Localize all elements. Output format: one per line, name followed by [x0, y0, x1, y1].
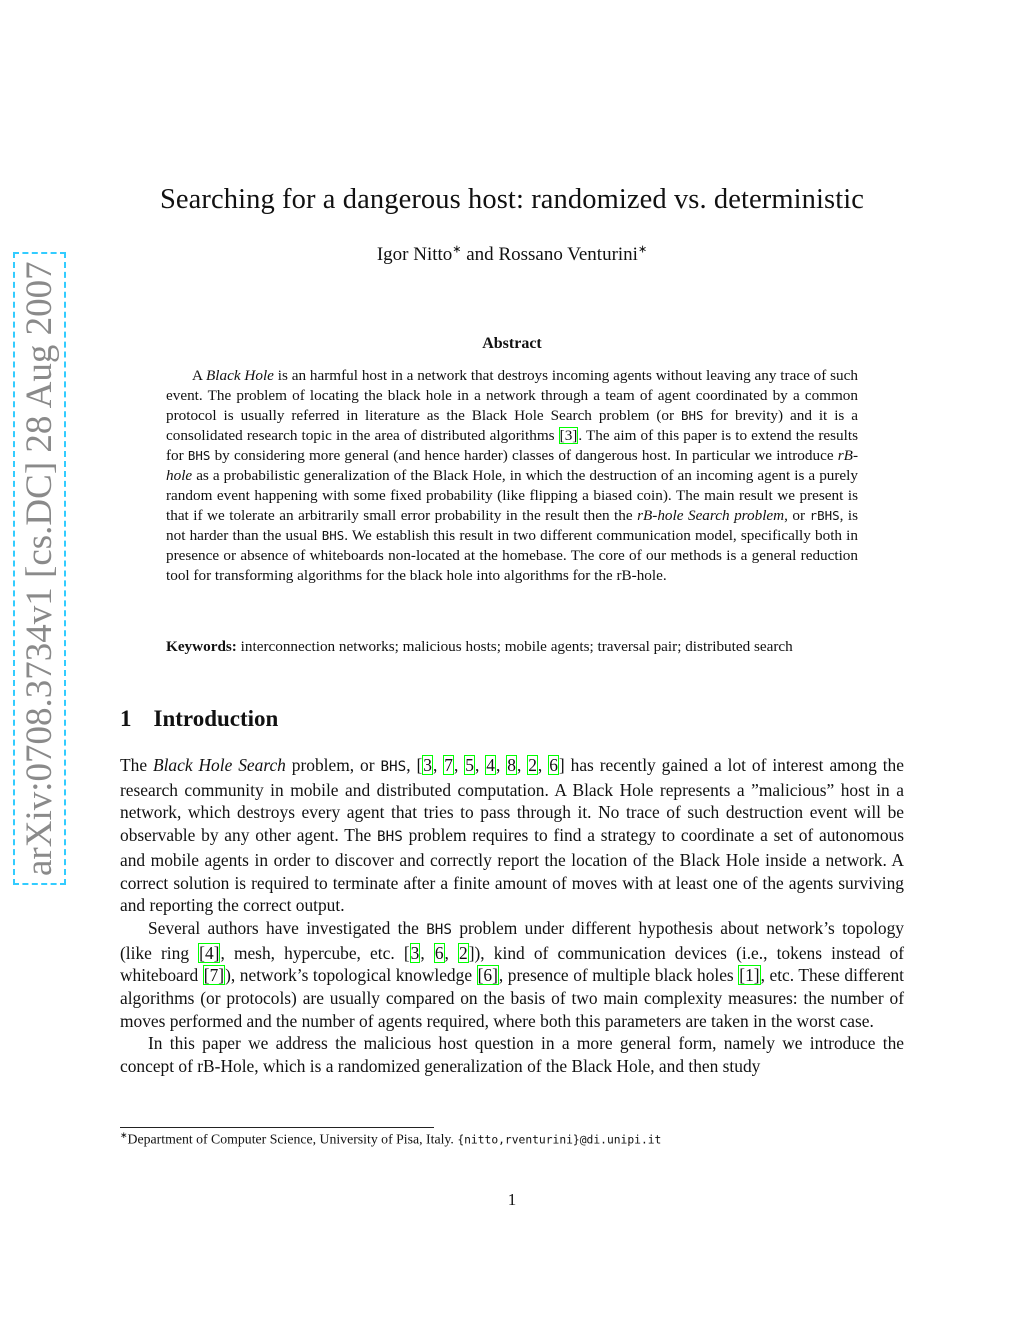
bracket: [	[403, 942, 410, 963]
body-text-run: problem under different hypothesis about network’s topology (like ring	[120, 917, 904, 963]
footnote-mark: ∗	[452, 243, 462, 256]
body-code: BHS	[380, 759, 407, 775]
section-heading	[120, 706, 278, 732]
body-text-run: , presence of multiple black holes	[498, 965, 739, 986]
footnote-email[interactable]: {nitto,rventurini}@di.unipi.it	[457, 1133, 662, 1147]
abstract-text: for brevity) and it is a consolidated research topic in the area of distributed algorithms	[166, 407, 858, 444]
separator: ,	[433, 755, 444, 775]
citation-link[interactable]: 2	[459, 942, 468, 963]
citation-link[interactable]: 6	[434, 942, 444, 963]
body-code: BHS	[377, 829, 403, 846]
separator: ,	[444, 942, 459, 963]
citation-link[interactable]: 3	[410, 942, 420, 963]
citation-link[interactable]: [3]	[559, 427, 578, 444]
body-emph: Black Hole Search	[152, 755, 286, 775]
abstract-text: . We establish this result in two different communication model, specifically both in presence or absence of whiteboards non-located at the homebase. The core of our methods is a general reduction tool for transforming algorithms for the black hole into algorithms for the rB-hole.	[166, 527, 858, 584]
separator: ,	[516, 755, 528, 775]
arxiv-stamp: arXiv:0708.3734v1 [cs.DC] 28 Aug 2007	[18, 257, 61, 880]
footnote-mark: ∗	[637, 243, 648, 256]
abstract-text: by considering more general (and hence harder) classes of dangerous host. In particular we introduce	[210, 447, 838, 464]
abstract-text: . The aim of this paper is to extend the results for	[166, 427, 858, 464]
keywords	[166, 637, 858, 657]
abstract-text: is an harmful host in a network that destroys incoming agents without leaving any trace of such event. The problem of locating the black hole in a network through a team of agent coordinated by a common protocol is usually referred in literature as the Black Hole Search problem (or	[166, 367, 858, 424]
abstract-emph: Black Hole	[205, 367, 274, 384]
body-text-run: has recently gained a lot of interest among the research community in mobile and distributed computation. A Black Hole represents a ”malicious” host in a network, which destroys every agent that tries to pass through it. No trace of such destruction event will be observable by any other agent. The	[120, 755, 904, 846]
citation-link[interactable]: [1]	[739, 965, 760, 986]
body-text-run: ,	[406, 755, 417, 775]
keywords-label: Keywords:	[166, 638, 237, 655]
body-text-run: ), network’s topological knowledge	[225, 965, 477, 986]
body-text-run: problem, or	[285, 755, 381, 775]
bracket: [	[416, 755, 423, 775]
footnote	[120, 1130, 661, 1148]
citation-link[interactable]: 6	[549, 755, 558, 775]
citation-link[interactable]: 3	[423, 755, 432, 775]
abstract-code: BHS	[680, 408, 704, 423]
section-title: Introduction	[153, 706, 279, 731]
section-number: 1	[120, 706, 132, 731]
footnote-mark: ∗	[120, 1130, 128, 1140]
page-number: 1	[507, 1190, 517, 1209]
citation-link[interactable]: 8	[507, 755, 516, 775]
footnote-rule	[120, 1127, 434, 1128]
paragraph-2	[120, 917, 904, 1033]
body-text-run: ), kind of communication devices (i.e., tokens instead of whiteboard	[120, 942, 905, 986]
bracket: ]	[558, 755, 565, 775]
citation-link[interactable]: 4	[486, 755, 495, 775]
citation-link[interactable]: 5	[465, 755, 474, 775]
footnote-text: Department of Computer Science, University of Pisa, Italy.	[127, 1131, 458, 1147]
abstract-text: as a probabilistic generalization of the Black Hole, in which the destruction of an incoming agent is a purely random event happening with some fixed probability (like flipping a biased coin). The main result we present is that if we tolerate an arbitrarily small error probability in the result then the	[166, 467, 858, 524]
citation-link[interactable]: [6]	[477, 965, 498, 986]
body-text-run: The	[120, 755, 153, 775]
body-code: BHS	[426, 921, 452, 938]
separator: ,	[420, 942, 434, 963]
keywords-text: interconnection networks; malicious hosts; mobile agents; traversal pair; distributed search	[236, 638, 793, 655]
abstract-paragraph	[166, 366, 858, 586]
citation-link[interactable]: [4]	[199, 942, 220, 963]
author-nitto: Igor Nitto	[376, 244, 453, 265]
author-venturini: Rossano Venturini	[498, 244, 638, 265]
abstract-text: , or	[784, 507, 810, 524]
abstract-emph: rB-hole	[166, 447, 859, 484]
paragraph-3: In this paper we address the malicious host question in a more general form, namely we introduce the concept of rB-Hole, which is a randomized generalization of the Black Hole, and then study	[120, 1033, 904, 1077]
abstract-code: BHS	[187, 448, 211, 463]
abstract-emph: rB-hole Search problem	[637, 507, 785, 524]
separator: ,	[537, 755, 549, 775]
abstract	[166, 366, 858, 586]
citation-link[interactable]: 7	[444, 755, 453, 775]
body-text-run: , mesh, hypercube, etc.	[220, 942, 404, 963]
abstract-text: A	[192, 367, 206, 384]
abstract-text: , is not harder than the usual	[166, 507, 858, 544]
citation-link[interactable]: 2	[528, 755, 537, 775]
body-text	[120, 754, 904, 1078]
authors	[0, 244, 1024, 266]
abstract-code: BHS	[321, 528, 345, 543]
citation-link[interactable]: [7]	[203, 965, 225, 986]
body-text-run: problem requires to find a strategy to coordinate a set of autonomous and mobile agents in order to discover and correctly report the location of the Black Hole inside a network. A correct solution is required to terminate after a finite amount of moves with at least one of the agents surviving and reporting the correct output.	[120, 825, 904, 916]
separator: ,	[474, 755, 486, 775]
bracket: ]	[468, 942, 475, 963]
body-text-run: , etc. These different algorithms (or protocols) are usually compared on the basis of two main complexity measures: the number of moves performed and the number of agents required, where both this parameters are taken in the worst case.	[120, 965, 904, 1031]
body-text-run: Several authors have investigated the	[148, 917, 427, 938]
separator: ,	[453, 755, 465, 775]
abstract-heading: Abstract	[482, 335, 542, 352]
paragraph-1	[120, 754, 904, 917]
authors-and: and	[461, 244, 499, 265]
abstract-code: rBHS	[809, 508, 840, 523]
paper-title: Searching for a dangerous host: randomized vs. deterministic	[159, 184, 865, 215]
separator: ,	[495, 755, 507, 775]
